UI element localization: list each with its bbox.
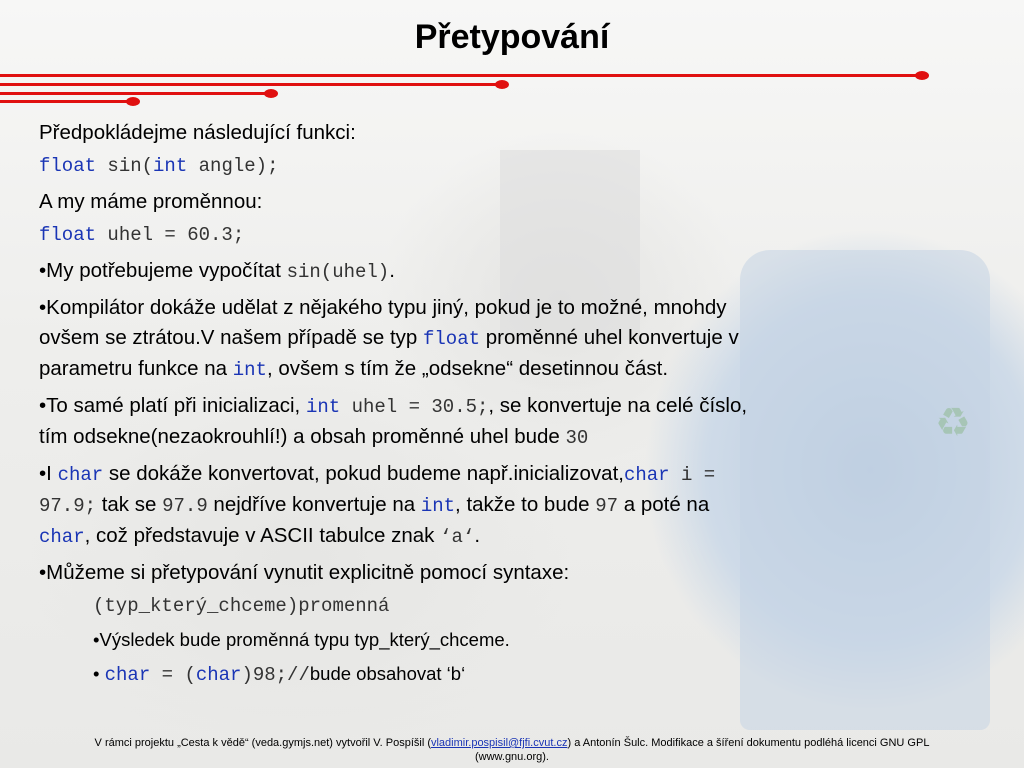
recycle-icon: ♻ (935, 401, 971, 445)
footer-text: (www.gnu.org). (475, 751, 549, 763)
text: . (474, 524, 481, 547)
footer-credits (20, 736, 1004, 764)
code-line (39, 219, 989, 250)
keyword: int (232, 359, 267, 381)
author-email-link[interactable]: vladimir.pospisil@fjfi.cvut.cz (430, 737, 568, 749)
code-text: 97.9; (39, 495, 97, 517)
keyword: char (39, 526, 85, 548)
code-text: uhel = 30.5; (340, 396, 489, 418)
text: ovšem se ztrátou.V našem případě se typ (39, 326, 423, 349)
code-line (39, 150, 989, 181)
bullet-line: •Můžeme si přetypování vynutit explicitně pomocí syntaxe: (39, 561, 570, 584)
code-text: i = (669, 464, 716, 486)
slide-body (39, 118, 989, 690)
keyword: int (420, 495, 456, 517)
slide-title: Přetypování (414, 18, 610, 56)
bullet: • (93, 663, 105, 684)
keyword: float (39, 155, 97, 177)
text: •To samé platí při inicializaci, (39, 394, 306, 417)
code-text: 97.9 (162, 495, 208, 517)
keyword: char (623, 464, 670, 486)
keyword: int (305, 396, 341, 418)
code-text: ‘a‘ (440, 526, 475, 548)
code-text: (typ_který_chceme)promenná (93, 595, 390, 617)
code-text: 97 (595, 495, 619, 517)
text: •My potřebujeme vypočítat (39, 259, 287, 282)
text: parametru funkce na (39, 357, 233, 380)
footer-text: ) a Antonín Šulc. Modifikace a šíření dokumentu podléhá licenci GNU GPL (567, 737, 930, 749)
text: •I (39, 462, 58, 485)
text-line: Předpokládejme následující funkci: (39, 121, 356, 144)
keyword: char (195, 664, 242, 686)
text: . (389, 259, 395, 282)
text: a poté na (618, 493, 710, 516)
code-line (39, 590, 989, 621)
code-text: angle); (187, 155, 279, 177)
code-text: uhel = 60.3; (96, 224, 245, 246)
code-text: sin( (96, 155, 154, 177)
text: tím odsekne(nezaokrouhlí!) a obsah proměnné uhel bude (39, 425, 566, 448)
keyword: char (104, 664, 151, 686)
text: •Kompilátor dokáže udělat z nějakého typu jiný, pokud je to možné, mnohdy (39, 296, 727, 319)
code-text: sin(uhel) (286, 261, 390, 283)
sub-bullet-line: •Výsledek bude proměnná typu typ_který_chceme. (93, 629, 510, 650)
text: , takže to bude (455, 493, 596, 516)
text: , se konvertuje na celé číslo, (488, 394, 748, 417)
bullet-paragraph (39, 293, 989, 385)
text: tak se (96, 493, 163, 516)
text: se dokáže konvertovat, pokud budeme např.inicializovat, (103, 462, 624, 485)
code-text: )98;// (241, 664, 310, 686)
text-line: A my máme proměnnou: (39, 190, 263, 213)
bullet-line (39, 256, 989, 287)
footer-text: V rámci projektu „Cesta k vědě“ (veda.gymjs.net) vytvořil V. Pospíšil ( (94, 737, 431, 749)
keyword: float (39, 224, 97, 246)
text: nejdříve konvertuje na (207, 493, 421, 516)
bullet-paragraph (39, 459, 989, 552)
keyword: int (153, 155, 188, 177)
text: , což představuje v ASCII tabulce znak (84, 524, 441, 547)
code-text: = ( (150, 664, 196, 686)
text: , ovšem s tím že „odsekne“ desetinnou část. (266, 357, 669, 380)
text: bude obsahovat ‘b‘ (309, 663, 466, 684)
keyword: float (423, 328, 481, 350)
code-text: 30 (565, 427, 589, 449)
keyword: char (57, 464, 104, 486)
sub-bullet-line (39, 659, 989, 690)
bullet-paragraph (39, 391, 989, 453)
text: proměnné uhel konvertuje v (480, 326, 739, 349)
